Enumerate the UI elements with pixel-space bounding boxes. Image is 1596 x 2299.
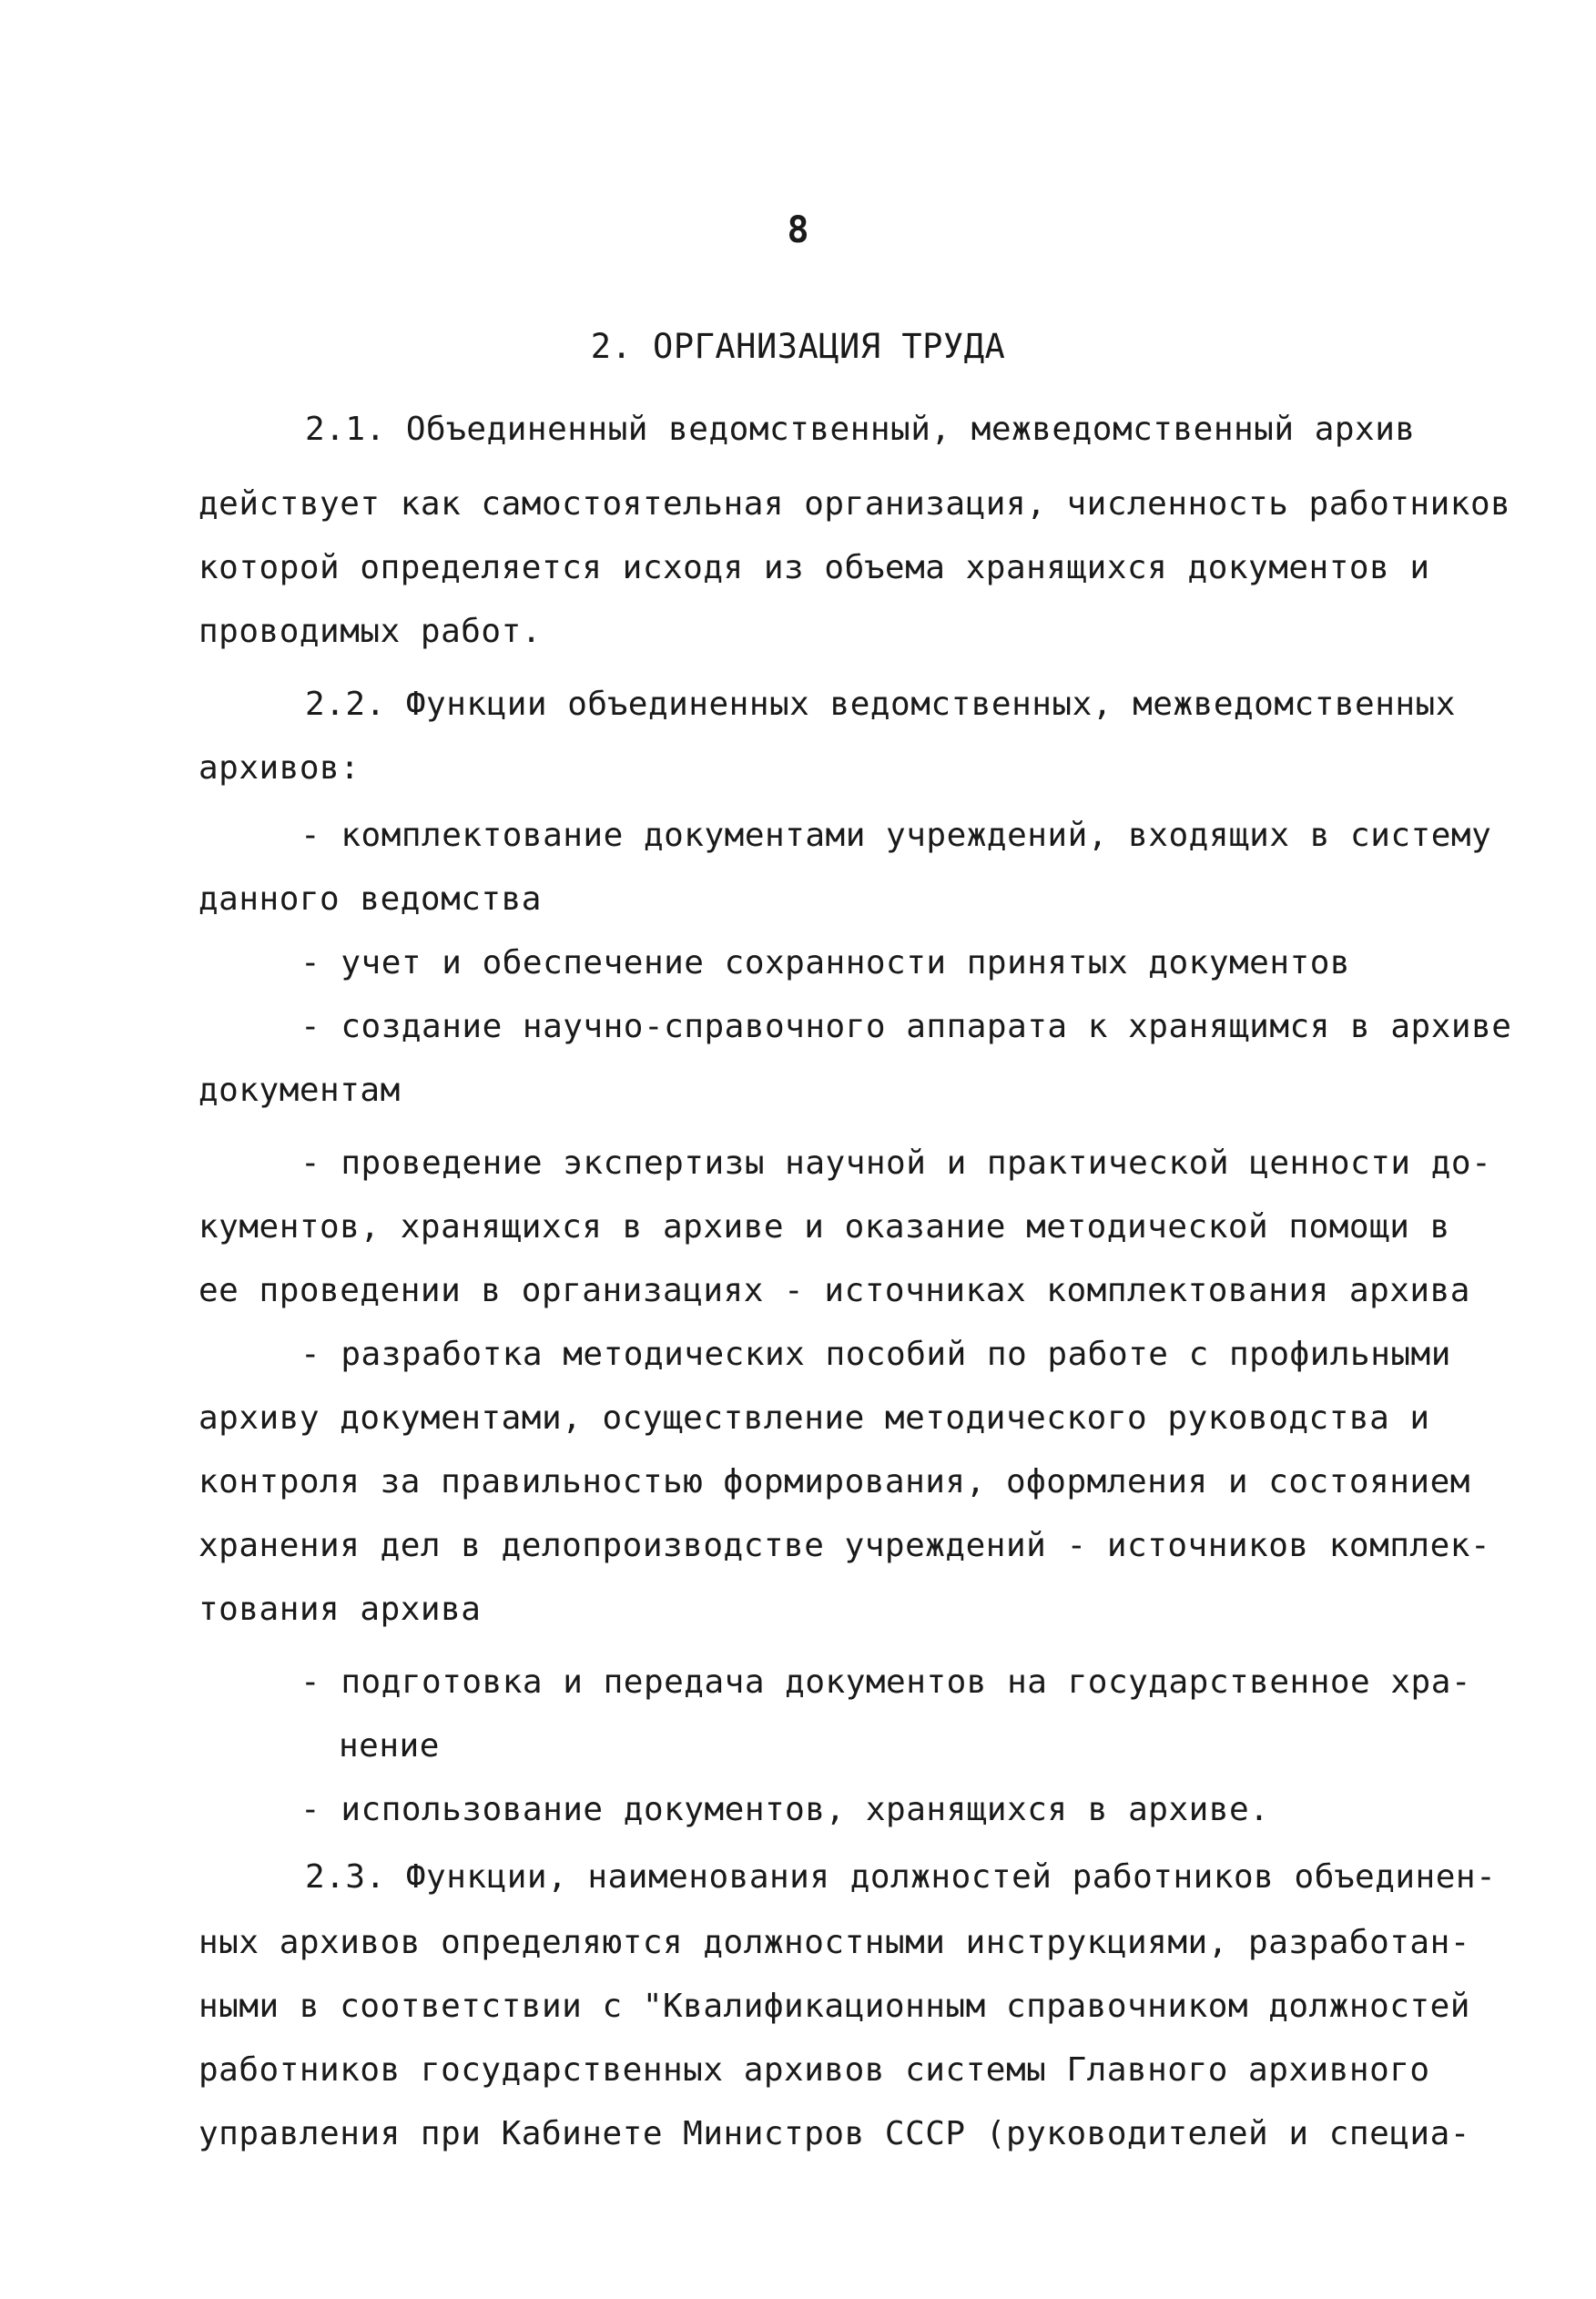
list-item-5-line-5: тования архива (198, 1591, 482, 1628)
paragraph-2-1-line-2: действует как самостоятельная организация, численность работников (198, 485, 1511, 523)
section-heading: 2. ОРГАНИЗАЦИЯ ТРУДА (590, 327, 1006, 366)
paragraph-2-1-line-1: 2.1. Объединенный ведомственный, межведомственный архив (305, 411, 1416, 448)
paragraph-2-1-line-4: проводимых работ. (198, 613, 542, 650)
list-item-1-line-2: данного ведомства (198, 880, 542, 918)
list-item-5-line-1: - разработка методических пособий по работе с профильными (300, 1336, 1451, 1373)
paragraph-2-2-line-2: архивов: (198, 749, 361, 787)
list-item-3-line-1: - создание научно-справочного аппарата к хранящимся в архиве (300, 1008, 1512, 1045)
paragraph-2-3-line-3: ными в соответствии с "Квалификационным справочником должностей (198, 1988, 1470, 2025)
paragraph-2-1-line-3: которой определяется исходя из объема хранящихся документов и (198, 549, 1430, 586)
paragraph-2-3-line-5: управления при Кабинете Министров СССР (руководителей и специа- (198, 2115, 1470, 2152)
list-item-4-line-3: ее проведении в организациях - источниках комплектования архива (198, 1272, 1470, 1309)
list-item-6-line-2: нение (339, 1727, 440, 1765)
list-item-3-line-2: документам (198, 1072, 401, 1109)
list-item-7: - использование документов, хранящихся в архиве. (300, 1791, 1270, 1828)
paragraph-2-3-line-4: работников государственных архивов системы Главного архивного (198, 2051, 1430, 2089)
paragraph-2-3-line-2: ных архивов определяются должностными инструкциями, разработан- (198, 1924, 1470, 1961)
list-item-5-line-4: хранения дел в делопроизводстве учреждений - источников комплек- (198, 1527, 1491, 1564)
list-item-4-line-2: кументов, хранящихся в архиве и оказание методической помощи в (198, 1208, 1450, 1246)
list-item-5-line-2: архиву документами, осуществление методического руководства и (198, 1399, 1430, 1437)
list-item-1-line-1: - комплектование документами учреждений, входящих в систему (300, 817, 1492, 854)
list-item-6-line-1: - подготовка и передача документов на государственное хра- (300, 1663, 1472, 1701)
list-item-5-line-3: контроля за правильностью формирования, оформления и состоянием (198, 1463, 1470, 1500)
page-number: 8 (787, 209, 809, 251)
list-item-4-line-1: - проведение экспертизы научной и практической ценности до- (300, 1144, 1492, 1182)
paragraph-2-3-line-1: 2.3. Функции, наименования должностей работников объединен- (305, 1858, 1497, 1896)
paragraph-2-2-line-1: 2.2. Функции объединенных ведомственных, межведомственных (305, 686, 1456, 723)
list-item-2: - учет и обеспечение сохранности принятых документов (300, 944, 1351, 982)
